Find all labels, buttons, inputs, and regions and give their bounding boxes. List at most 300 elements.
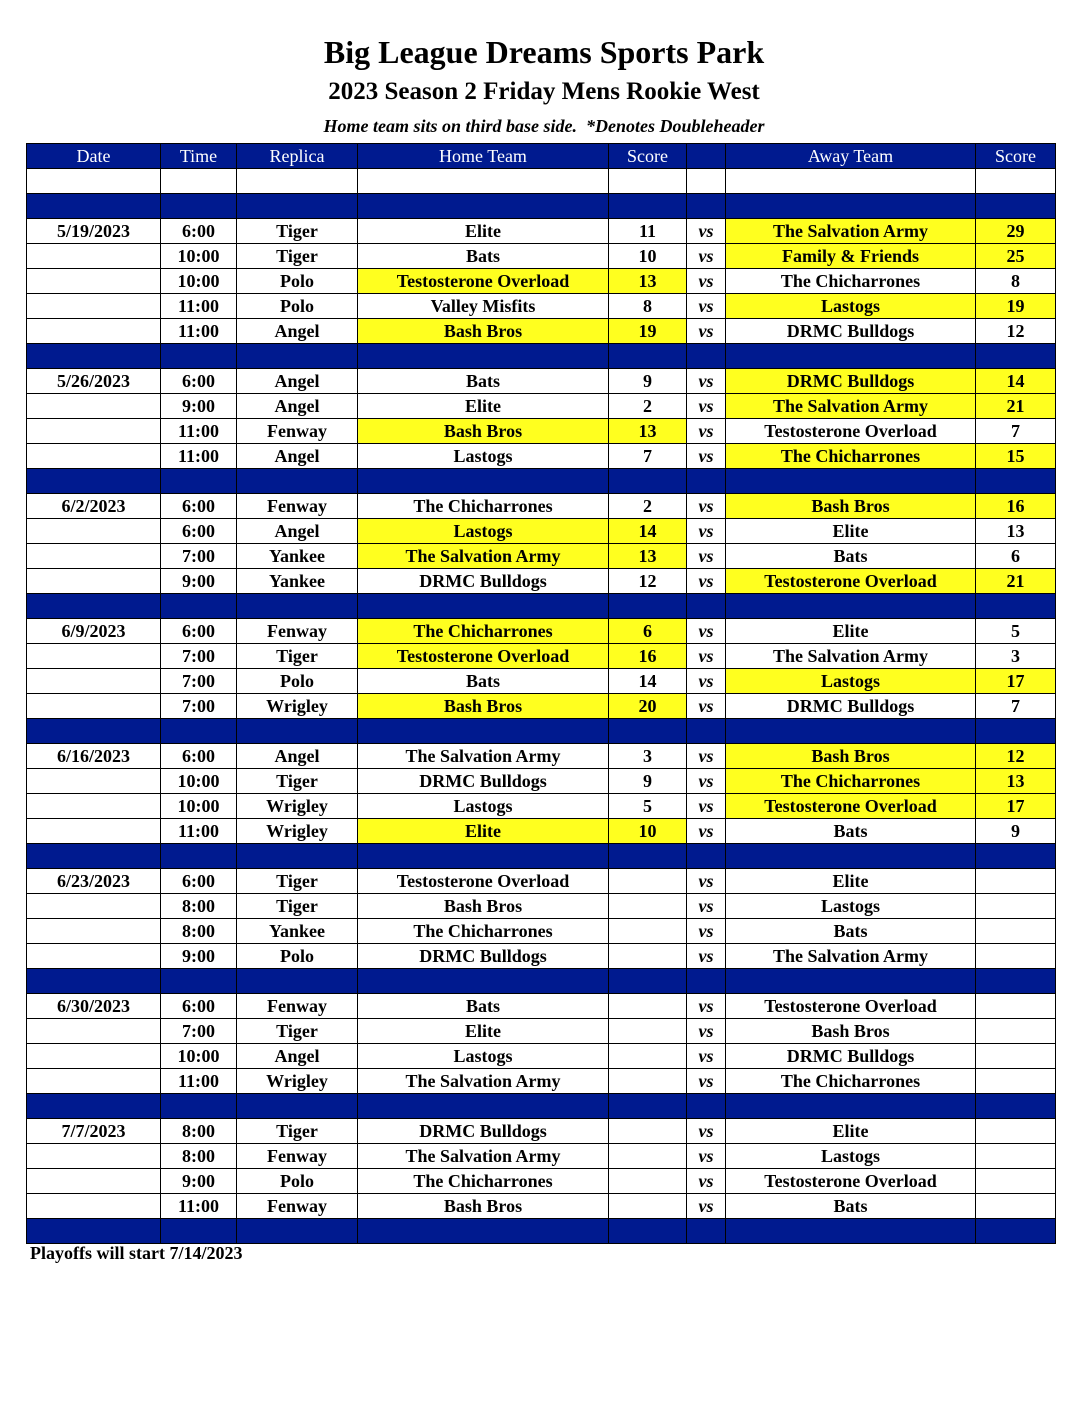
vs-cell: vs: [687, 1119, 726, 1144]
separator-cell: [976, 194, 1056, 219]
date-cell: 7/7/2023: [27, 1119, 161, 1144]
time-cell: 7:00: [161, 644, 237, 669]
date-cell: [27, 819, 161, 844]
header-vs: [687, 144, 726, 169]
away-team-cell: Elite: [726, 619, 976, 644]
separator-cell: [27, 469, 161, 494]
time-cell: 8:00: [161, 894, 237, 919]
header-replica: Replica: [237, 144, 358, 169]
separator-cell: [976, 969, 1056, 994]
replica-cell: Tiger: [237, 894, 358, 919]
separator-cell: [687, 1094, 726, 1119]
time-cell: 9:00: [161, 944, 237, 969]
home-score-cell: 5: [609, 794, 687, 819]
vs-cell: vs: [687, 1169, 726, 1194]
date-cell: [27, 244, 161, 269]
vs-cell: vs: [687, 669, 726, 694]
week-separator: [27, 969, 1056, 994]
game-row: [27, 894, 1056, 919]
game-row: [27, 419, 1056, 444]
away-score-cell: 21: [976, 394, 1056, 419]
home-team-cell: The Salvation Army: [358, 1069, 609, 1094]
game-row: [27, 319, 1056, 344]
away-score-cell: 8: [976, 269, 1056, 294]
date-cell: [27, 919, 161, 944]
separator-cell: [726, 844, 976, 869]
vs-cell: vs: [687, 269, 726, 294]
separator-cell: [976, 1219, 1056, 1244]
away-team-cell: The Salvation Army: [726, 219, 976, 244]
away-score-cell: 5: [976, 619, 1056, 644]
vs-cell: vs: [687, 869, 726, 894]
away-score-cell: [976, 919, 1056, 944]
away-team-cell: Testosterone Overload: [726, 994, 976, 1019]
date-cell: 6/23/2023: [27, 869, 161, 894]
home-score-cell: 20: [609, 694, 687, 719]
replica-cell: Yankee: [237, 569, 358, 594]
replica-cell: Angel: [237, 519, 358, 544]
date-cell: 6/30/2023: [27, 994, 161, 1019]
date-cell: [27, 944, 161, 969]
separator-cell: [976, 719, 1056, 744]
time-cell: 7:00: [161, 544, 237, 569]
schedule-body: [27, 169, 1056, 1244]
away-team-cell: The Chicharrones: [726, 269, 976, 294]
home-score-cell: [609, 1144, 687, 1169]
separator-cell: [609, 969, 687, 994]
home-team-cell: Bats: [358, 994, 609, 1019]
date-cell: [27, 569, 161, 594]
home-team-cell: DRMC Bulldogs: [358, 569, 609, 594]
header-time: Time: [161, 144, 237, 169]
separator-cell: [27, 594, 161, 619]
replica-cell: Angel: [237, 369, 358, 394]
time-cell: 11:00: [161, 419, 237, 444]
home-team-cell: The Salvation Army: [358, 1144, 609, 1169]
home-team-cell: Bats: [358, 369, 609, 394]
game-row: [27, 369, 1056, 394]
game-row: [27, 519, 1056, 544]
away-score-cell: 13: [976, 769, 1056, 794]
separator-cell: [358, 344, 609, 369]
home-score-cell: 12: [609, 569, 687, 594]
away-team-cell: Testosterone Overload: [726, 1169, 976, 1194]
home-score-cell: [609, 1119, 687, 1144]
separator-cell: [161, 1219, 237, 1244]
time-cell: 9:00: [161, 1169, 237, 1194]
home-team-cell: Bash Bros: [358, 894, 609, 919]
away-team-cell: Bats: [726, 819, 976, 844]
home-score-cell: 3: [609, 744, 687, 769]
game-row: [27, 569, 1056, 594]
home-team-cell: Lastogs: [358, 794, 609, 819]
blank-row: [27, 169, 1056, 194]
vs-cell: vs: [687, 819, 726, 844]
separator-cell: [609, 844, 687, 869]
week-separator: [27, 594, 1056, 619]
week-separator: [27, 844, 1056, 869]
home-score-cell: 13: [609, 269, 687, 294]
away-score-cell: [976, 1019, 1056, 1044]
time-cell: 11:00: [161, 1069, 237, 1094]
replica-cell: Tiger: [237, 244, 358, 269]
away-score-cell: 14: [976, 369, 1056, 394]
away-team-cell: Bats: [726, 1194, 976, 1219]
vs-cell: vs: [687, 769, 726, 794]
separator-cell: [726, 594, 976, 619]
game-row: [27, 294, 1056, 319]
vs-cell: vs: [687, 419, 726, 444]
home-team-cell: Valley Misfits: [358, 294, 609, 319]
home-team-cell: Lastogs: [358, 1044, 609, 1069]
separator-cell: [237, 594, 358, 619]
home-team-cell: Lastogs: [358, 519, 609, 544]
game-row: [27, 669, 1056, 694]
date-cell: [27, 519, 161, 544]
time-cell: 7:00: [161, 669, 237, 694]
separator-cell: [237, 469, 358, 494]
replica-cell: Angel: [237, 394, 358, 419]
away-score-cell: [976, 944, 1056, 969]
home-score-cell: [609, 1044, 687, 1069]
date-cell: 5/26/2023: [27, 369, 161, 394]
separator-cell: [161, 719, 237, 744]
separator-cell: [27, 194, 161, 219]
home-team-cell: The Chicharrones: [358, 619, 609, 644]
separator-cell: [237, 194, 358, 219]
separator-cell: [27, 719, 161, 744]
away-team-cell: Elite: [726, 1119, 976, 1144]
header-away-score: Score: [976, 144, 1056, 169]
away-team-cell: Testosterone Overload: [726, 419, 976, 444]
home-score-cell: 11: [609, 219, 687, 244]
away-team-cell: Testosterone Overload: [726, 569, 976, 594]
time-cell: 7:00: [161, 694, 237, 719]
away-team-cell: The Salvation Army: [726, 394, 976, 419]
separator-cell: [358, 594, 609, 619]
vs-cell: vs: [687, 219, 726, 244]
separator-cell: [609, 344, 687, 369]
away-team-cell: Elite: [726, 519, 976, 544]
away-score-cell: [976, 1044, 1056, 1069]
separator-cell: [358, 1094, 609, 1119]
date-cell: 6/9/2023: [27, 619, 161, 644]
separator-cell: [687, 719, 726, 744]
separator-cell: [27, 1219, 161, 1244]
away-score-cell: [976, 1119, 1056, 1144]
game-row: [27, 1194, 1056, 1219]
home-score-cell: 13: [609, 544, 687, 569]
playoffs-note: Playoffs will start 7/14/2023: [30, 1243, 243, 1263]
page-title: Big League Dreams Sports Park: [323, 34, 765, 70]
home-team-cell: Bash Bros: [358, 419, 609, 444]
replica-cell: Polo: [237, 669, 358, 694]
away-team-cell: Testosterone Overload: [726, 794, 976, 819]
vs-cell: vs: [687, 1144, 726, 1169]
away-team-cell: Elite: [726, 869, 976, 894]
week-separator: [27, 1219, 1056, 1244]
separator-cell: [358, 469, 609, 494]
time-cell: 9:00: [161, 569, 237, 594]
blank-cell: [726, 169, 976, 194]
separator-cell: [358, 844, 609, 869]
time-cell: 9:00: [161, 394, 237, 419]
home-score-cell: [609, 869, 687, 894]
home-score-cell: 10: [609, 819, 687, 844]
separator-cell: [726, 344, 976, 369]
home-team-cell: The Salvation Army: [358, 744, 609, 769]
away-score-cell: 3: [976, 644, 1056, 669]
date-cell: [27, 1044, 161, 1069]
game-row: [27, 744, 1056, 769]
away-team-cell: DRMC Bulldogs: [726, 319, 976, 344]
home-team-cell: Bats: [358, 244, 609, 269]
separator-cell: [237, 344, 358, 369]
replica-cell: Angel: [237, 444, 358, 469]
away-score-cell: 13: [976, 519, 1056, 544]
away-score-cell: 25: [976, 244, 1056, 269]
separator-cell: [687, 969, 726, 994]
separator-cell: [161, 844, 237, 869]
time-cell: 6:00: [161, 869, 237, 894]
separator-cell: [726, 1094, 976, 1119]
away-score-cell: 17: [976, 794, 1056, 819]
away-team-cell: Bash Bros: [726, 744, 976, 769]
home-score-cell: 9: [609, 769, 687, 794]
replica-cell: Tiger: [237, 219, 358, 244]
home-team-cell: Elite: [358, 219, 609, 244]
separator-cell: [976, 1094, 1056, 1119]
separator-cell: [726, 969, 976, 994]
header-away-team: Away Team: [726, 144, 976, 169]
home-score-cell: 14: [609, 519, 687, 544]
home-score-cell: 13: [609, 419, 687, 444]
away-team-cell: Bash Bros: [726, 1019, 976, 1044]
away-score-cell: 19: [976, 294, 1056, 319]
date-cell: [27, 544, 161, 569]
time-cell: 6:00: [161, 744, 237, 769]
header-row: [27, 144, 1056, 169]
replica-cell: Fenway: [237, 419, 358, 444]
replica-cell: Tiger: [237, 769, 358, 794]
home-score-cell: [609, 994, 687, 1019]
replica-cell: Wrigley: [237, 1069, 358, 1094]
week-separator: [27, 344, 1056, 369]
separator-cell: [27, 844, 161, 869]
vs-cell: vs: [687, 1019, 726, 1044]
vs-cell: vs: [687, 444, 726, 469]
vs-cell: vs: [687, 919, 726, 944]
blank-cell: [237, 169, 358, 194]
blank-cell: [609, 169, 687, 194]
time-cell: 10:00: [161, 769, 237, 794]
away-team-cell: The Chicharrones: [726, 769, 976, 794]
home-team-cell: Lastogs: [358, 444, 609, 469]
away-team-cell: The Salvation Army: [726, 644, 976, 669]
replica-cell: Angel: [237, 1044, 358, 1069]
separator-cell: [687, 844, 726, 869]
separator-cell: [358, 969, 609, 994]
replica-cell: Fenway: [237, 619, 358, 644]
game-row: [27, 644, 1056, 669]
away-score-cell: 9: [976, 819, 1056, 844]
time-cell: 8:00: [161, 1144, 237, 1169]
separator-cell: [161, 344, 237, 369]
away-team-cell: The Chicharrones: [726, 444, 976, 469]
away-score-cell: [976, 1169, 1056, 1194]
separator-cell: [237, 969, 358, 994]
away-score-cell: 7: [976, 694, 1056, 719]
replica-cell: Tiger: [237, 1019, 358, 1044]
vs-cell: vs: [687, 494, 726, 519]
week-separator: [27, 1094, 1056, 1119]
away-team-cell: DRMC Bulldogs: [726, 1044, 976, 1069]
away-team-cell: Lastogs: [726, 894, 976, 919]
home-score-cell: 6: [609, 619, 687, 644]
separator-cell: [161, 1094, 237, 1119]
away-team-cell: The Salvation Army: [726, 944, 976, 969]
time-cell: 10:00: [161, 269, 237, 294]
game-row: [27, 694, 1056, 719]
separator-cell: [609, 194, 687, 219]
home-score-cell: 16: [609, 644, 687, 669]
date-cell: 6/2/2023: [27, 494, 161, 519]
replica-cell: Polo: [237, 269, 358, 294]
home-score-cell: 9: [609, 369, 687, 394]
replica-cell: Polo: [237, 944, 358, 969]
game-row: [27, 994, 1056, 1019]
time-cell: 11:00: [161, 1194, 237, 1219]
separator-cell: [687, 469, 726, 494]
home-score-cell: [609, 894, 687, 919]
away-score-cell: 12: [976, 319, 1056, 344]
separator-cell: [237, 844, 358, 869]
home-team-cell: The Salvation Army: [358, 544, 609, 569]
time-cell: 6:00: [161, 619, 237, 644]
date-cell: [27, 1019, 161, 1044]
separator-cell: [27, 344, 161, 369]
away-score-cell: [976, 1069, 1056, 1094]
game-row: [27, 819, 1056, 844]
away-team-cell: Family & Friends: [726, 244, 976, 269]
separator-cell: [726, 194, 976, 219]
away-team-cell: DRMC Bulldogs: [726, 694, 976, 719]
vs-cell: vs: [687, 1194, 726, 1219]
game-row: [27, 269, 1056, 294]
separator-cell: [161, 594, 237, 619]
away-team-cell: Bats: [726, 544, 976, 569]
separator-cell: [358, 1219, 609, 1244]
time-cell: 6:00: [161, 494, 237, 519]
separator-cell: [609, 719, 687, 744]
date-cell: [27, 1069, 161, 1094]
vs-cell: vs: [687, 544, 726, 569]
away-team-cell: Bats: [726, 919, 976, 944]
away-score-cell: [976, 869, 1056, 894]
vs-cell: vs: [687, 294, 726, 319]
separator-cell: [27, 969, 161, 994]
replica-cell: Angel: [237, 319, 358, 344]
blank-cell: [27, 169, 161, 194]
game-row: [27, 444, 1056, 469]
game-row: [27, 1119, 1056, 1144]
home-team-cell: Bats: [358, 669, 609, 694]
date-cell: [27, 644, 161, 669]
separator-cell: [237, 719, 358, 744]
game-row: [27, 1069, 1056, 1094]
date-cell: [27, 394, 161, 419]
away-score-cell: 21: [976, 569, 1056, 594]
date-cell: [27, 1169, 161, 1194]
time-cell: 11:00: [161, 819, 237, 844]
date-cell: [27, 294, 161, 319]
away-score-cell: [976, 1144, 1056, 1169]
time-cell: 8:00: [161, 1119, 237, 1144]
home-team-cell: Bash Bros: [358, 694, 609, 719]
time-cell: 11:00: [161, 319, 237, 344]
time-cell: 6:00: [161, 519, 237, 544]
vs-cell: vs: [687, 694, 726, 719]
separator-cell: [976, 344, 1056, 369]
vs-cell: vs: [687, 569, 726, 594]
separator-cell: [358, 194, 609, 219]
game-row: [27, 544, 1056, 569]
separator-cell: [687, 194, 726, 219]
home-score-cell: 14: [609, 669, 687, 694]
date-cell: [27, 894, 161, 919]
week-separator: [27, 194, 1056, 219]
replica-cell: Wrigley: [237, 819, 358, 844]
blank-cell: [161, 169, 237, 194]
time-cell: 6:00: [161, 219, 237, 244]
time-cell: 11:00: [161, 294, 237, 319]
replica-cell: Fenway: [237, 1194, 358, 1219]
separator-cell: [976, 594, 1056, 619]
replica-cell: Fenway: [237, 1144, 358, 1169]
home-team-cell: Elite: [358, 819, 609, 844]
separator-cell: [687, 344, 726, 369]
date-cell: [27, 694, 161, 719]
game-row: [27, 919, 1056, 944]
game-row: [27, 944, 1056, 969]
home-score-cell: [609, 919, 687, 944]
home-score-cell: 8: [609, 294, 687, 319]
away-team-cell: The Chicharrones: [726, 1069, 976, 1094]
date-cell: 6/16/2023: [27, 744, 161, 769]
away-team-cell: Bash Bros: [726, 494, 976, 519]
away-score-cell: 16: [976, 494, 1056, 519]
separator-cell: [687, 594, 726, 619]
separator-cell: [27, 1094, 161, 1119]
away-score-cell: 7: [976, 419, 1056, 444]
time-cell: 8:00: [161, 919, 237, 944]
game-row: [27, 619, 1056, 644]
home-score-cell: [609, 1019, 687, 1044]
date-cell: [27, 1194, 161, 1219]
date-cell: 5/19/2023: [27, 219, 161, 244]
home-score-cell: 2: [609, 494, 687, 519]
blank-cell: [976, 169, 1056, 194]
replica-cell: Polo: [237, 294, 358, 319]
replica-cell: Fenway: [237, 994, 358, 1019]
game-row: [27, 869, 1056, 894]
separator-cell: [237, 1094, 358, 1119]
week-separator: [27, 719, 1056, 744]
away-team-cell: Lastogs: [726, 294, 976, 319]
game-row: [27, 1044, 1056, 1069]
vs-cell: vs: [687, 369, 726, 394]
separator-cell: [609, 1094, 687, 1119]
